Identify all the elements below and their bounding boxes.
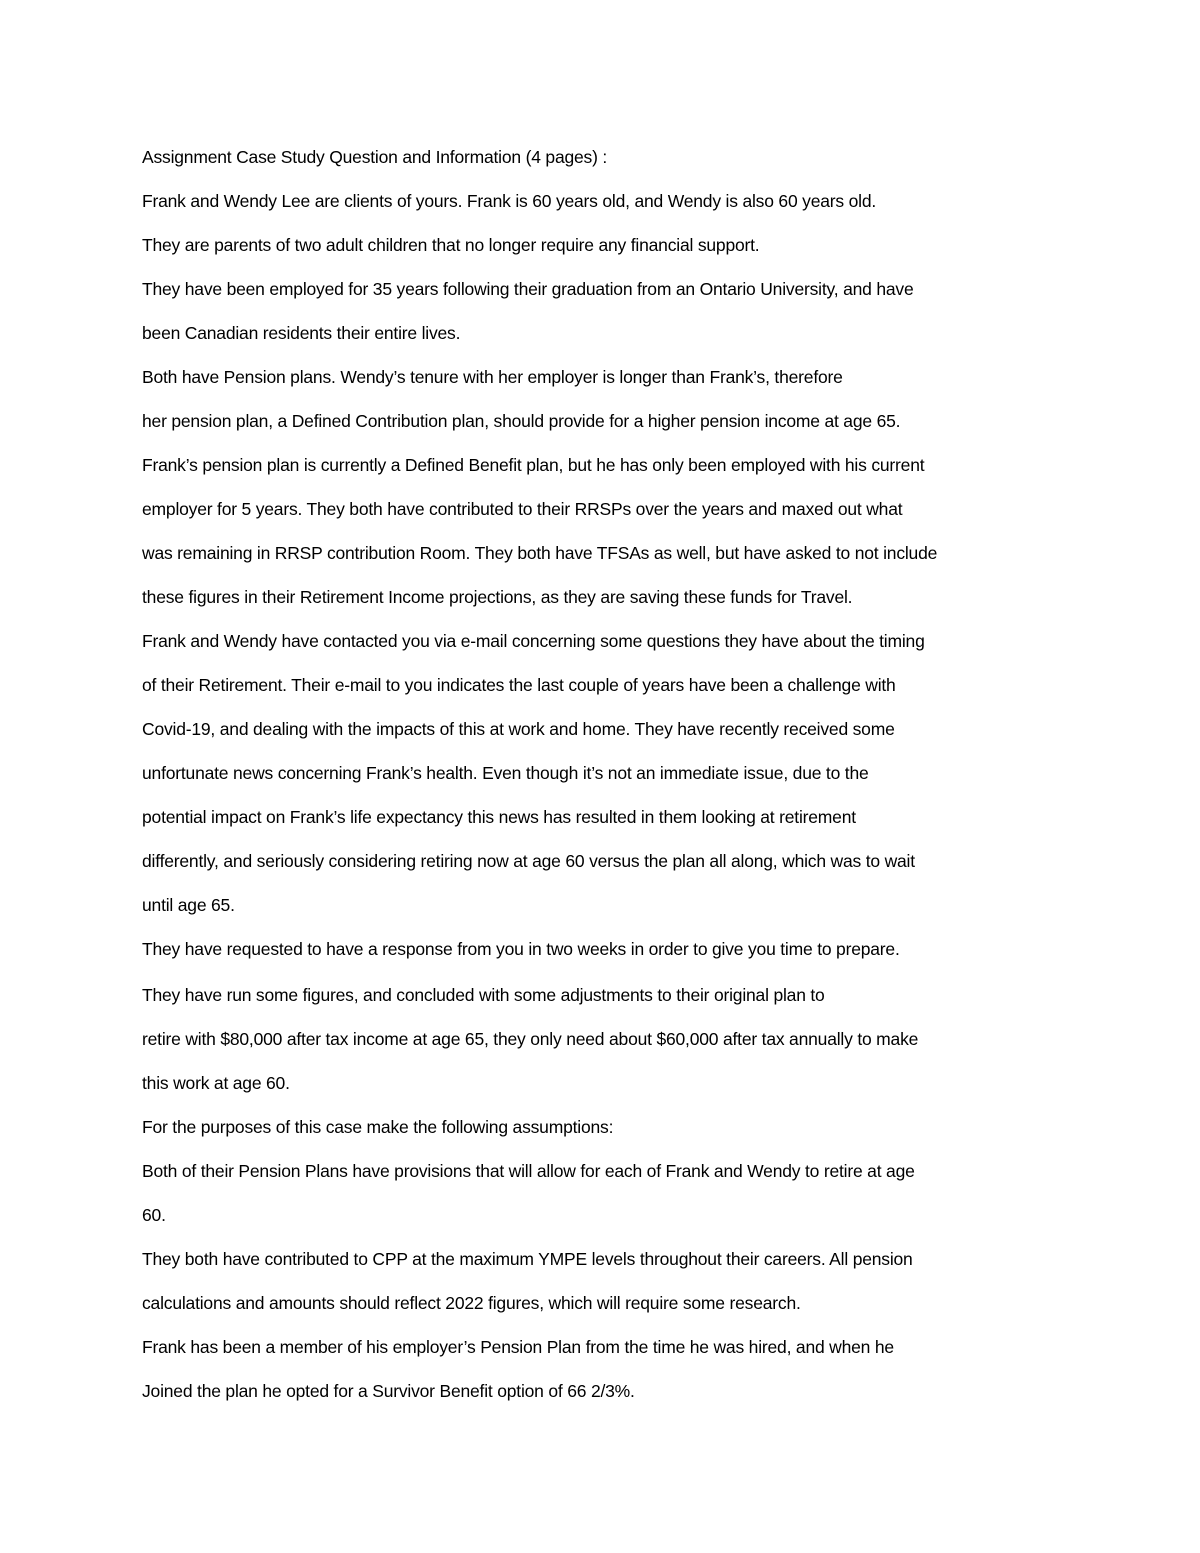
paragraph-line: unfortunate news concerning Frank’s health. Even though it’s not an immediate issue, due to the xyxy=(142,763,869,783)
document-heading: Assignment Case Study Question and Information (4 pages) : xyxy=(142,147,608,167)
paragraph-line: employer for 5 years. They both have contributed to their RRSPs over the years and maxed out what xyxy=(142,499,903,519)
paragraph-line: 60. xyxy=(142,1205,166,1225)
paragraph-line: of their Retirement. Their e-mail to you indicates the last couple of years have been a challenge with xyxy=(142,675,896,695)
paragraph-line: calculations and amounts should reflect 2022 figures, which will require some research. xyxy=(142,1293,801,1313)
paragraph-line: been Canadian residents their entire lives. xyxy=(142,323,461,343)
paragraph-line: They are parents of two adult children that no longer require any financial support. xyxy=(142,235,760,255)
paragraph-line: Frank’s pension plan is currently a Defined Benefit plan, but he has only been employed with his current xyxy=(142,455,925,475)
paragraph-line: Frank has been a member of his employer’s Pension Plan from the time he was hired, and when he xyxy=(142,1337,894,1357)
paragraph-line: was remaining in RRSP contribution Room. They both have TFSAs as well, but have asked to not include xyxy=(142,543,938,563)
paragraph-line: retire with $80,000 after tax income at age 65, they only need about $60,000 after tax annually to make xyxy=(142,1029,919,1049)
paragraph-line: differently, and seriously considering retiring now at age 60 versus the plan all along, which was to wait xyxy=(142,851,915,871)
paragraph-line: Both have Pension plans. Wendy’s tenure with her employer is longer than Frank’s, therefore xyxy=(142,367,843,387)
paragraph-line: They have requested to have a response from you in two weeks in order to give you time to prepare. xyxy=(142,939,900,959)
paragraph-line: Frank and Wendy have contacted you via e-mail concerning some questions they have about the timing xyxy=(142,631,925,651)
paragraph-line: potential impact on Frank’s life expectancy this news has resulted in them looking at retirement xyxy=(142,807,856,827)
paragraph-line: until age 65. xyxy=(142,895,235,915)
paragraph-line: these figures in their Retirement Income projections, as they are saving these funds for Travel. xyxy=(142,587,853,607)
paragraph-line: They have run some figures, and concluded with some adjustments to their original plan to xyxy=(142,985,825,1005)
paragraph-line: this work at age 60. xyxy=(142,1073,290,1093)
paragraph-line: Frank and Wendy Lee are clients of yours. Frank is 60 years old, and Wendy is also 60 years old. xyxy=(142,191,877,211)
paragraph-line: her pension plan, a Defined Contribution plan, should provide for a higher pension income at age 65. xyxy=(142,411,901,431)
paragraph-line: Joined the plan he opted for a Survivor Benefit option of 66 2/3%. xyxy=(142,1381,635,1401)
paragraph-line: For the purposes of this case make the following assumptions: xyxy=(142,1117,614,1137)
paragraph-line: They have been employed for 35 years following their graduation from an Ontario University, and have xyxy=(142,279,914,299)
paragraph-line: Both of their Pension Plans have provisions that will allow for each of Frank and Wendy to retire at age xyxy=(142,1161,915,1181)
paragraph-line: Covid-19, and dealing with the impacts of this at work and home. They have recently received some xyxy=(142,719,895,739)
paragraph-line: They both have contributed to CPP at the maximum YMPE levels throughout their careers. All pension xyxy=(142,1249,913,1269)
